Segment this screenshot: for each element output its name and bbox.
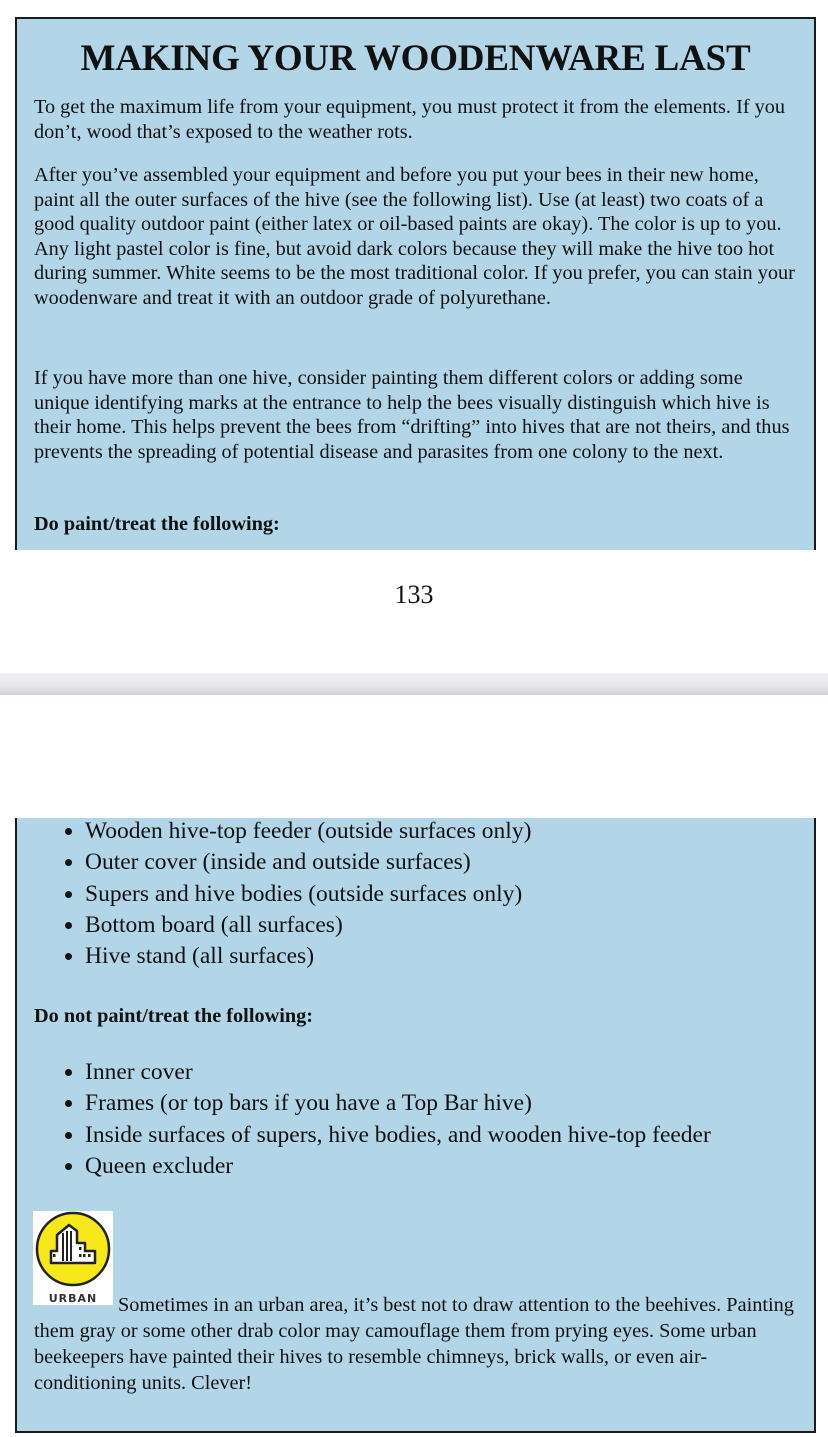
city-building-icon [33, 1211, 113, 1289]
page-separator [0, 673, 828, 695]
list-item: • Hive stand (all surfaces) [85, 941, 531, 972]
do-not-paint-heading: Do not paint/treat the following: [34, 1005, 314, 1027]
do-not-paint-list [47, 1057, 711, 1182]
list-item: • Frames (or top bars if you have a Top Bar hive) [85, 1088, 711, 1119]
list-item: • Outer cover (inside and outside surfaces) [85, 847, 531, 878]
urban-icon-label: URBAN [48, 1292, 98, 1305]
list-item: • Supers and hive bodies (outside surfaces only) [85, 879, 531, 910]
urban-icon [33, 1211, 113, 1305]
sidebar-title: MAKING YOUR WOODENWARE LAST [80, 38, 751, 79]
list-item: • Inner cover [85, 1057, 711, 1088]
sidebar-box-top [15, 17, 816, 550]
paragraph: If you have more than one hive, consider painting them different colors or adding some unique identifying marks at the entrance to help the bees visually distinguish which hive is their home. This helps prevent the bees from “drifting” into hives that are not theirs, and thus prevents the spreading of potential disease and parasites from one colony to the next. [34, 367, 790, 463]
list-item: • Inside surfaces of supers, hive bodies, and wooden hive-top feeder [85, 1120, 711, 1151]
paragraph: To get the maximum life from your equipment, you must protect it from the elements. If you don’t, wood that’s exposed to the weather rots. [34, 96, 786, 143]
list-item: • Wooden hive-top feeder (outside surfaces only) [85, 816, 531, 847]
paragraph: After you’ve assembled your equipment and before you put your bees in their new home, paint all the outer surfaces of the hive (see the following list). Use (at least) two coats of a good quality outdoor paint (either latex or oil-based paints are okay). The color is up to you. Any light pastel color is fine, but avoid dark colors because they will make the hive too hot during summer. White seems to be the most traditional color. If you prefer, you can stain your woodenware and treat it with an outdoor grade of polyurethane. [34, 164, 795, 309]
list-item: • Bottom board (all surfaces) [85, 910, 531, 941]
list-item: • Queen excluder [85, 1151, 711, 1182]
sidebar-box-bottom [15, 818, 816, 1433]
do-paint-heading: Do paint/treat the following: [34, 513, 280, 535]
page-number: 133 [394, 580, 434, 609]
do-paint-list [47, 816, 531, 972]
urban-tip-text: Sometimes in an urban area, it’s best not to draw attention to the beehives. Painting them gray or some other drab color may camouflage them from prying eyes. Some urban beekeepers have painted their hives to resemble chimneys, brick walls, or even air-conditioning units. Clever! [34, 1294, 794, 1394]
